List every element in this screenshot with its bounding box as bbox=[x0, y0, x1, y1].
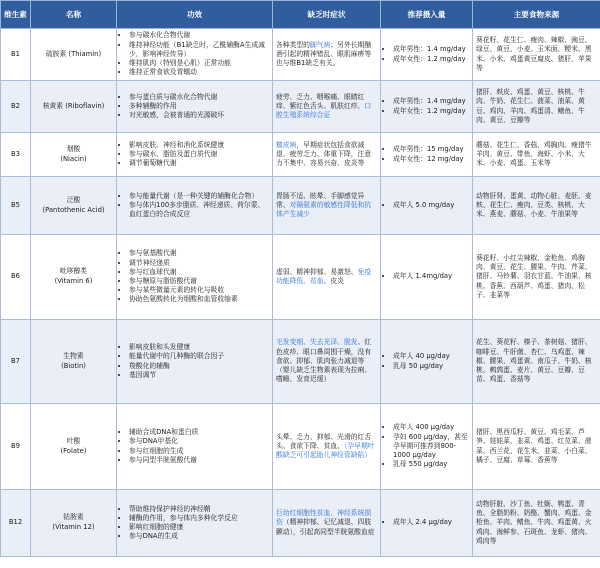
vitamin-name-cell bbox=[31, 320, 117, 404]
food-source-cell: 动物肝肾、蛋黄、动物心脏、麦胚、麦麸、花生仁、瘦肉、豆类、核桃、大米、燕麦、蘑菇、小麦、牛油果等 bbox=[473, 177, 600, 235]
function-item: • 辅助合成DNA和蛋白质 bbox=[129, 428, 269, 437]
intake-item: • 孕妇 600 μg/day，甚至孕早期可推荐到800-1000 μg/day bbox=[393, 433, 469, 461]
function-item: • 参与DNA的生成 bbox=[129, 532, 269, 541]
function-cell bbox=[117, 29, 273, 81]
function-item: • 参与红血球代谢 bbox=[129, 268, 269, 277]
function-item: • 对光敏感，会被普通的光源破坏 bbox=[129, 111, 269, 120]
function-item: • 参与碳水、脂肪及蛋白质代谢 bbox=[129, 150, 269, 159]
table-row bbox=[1, 320, 600, 404]
function-item: • 调节葡萄糖代谢 bbox=[129, 159, 269, 168]
vitamin-name-en: (Pantothenic Acid) bbox=[42, 205, 105, 214]
function-list bbox=[120, 249, 269, 304]
function-cell bbox=[117, 320, 273, 404]
vitamin-code: B7 bbox=[1, 320, 31, 404]
function-cell bbox=[117, 235, 273, 320]
function-item: • 辅酶的作用，参与体内多种化学反应 bbox=[129, 514, 269, 523]
vitamin-code: B3 bbox=[1, 133, 31, 177]
intake-item: • 成年男性：1.4 mg/day bbox=[393, 97, 469, 106]
function-list bbox=[120, 192, 269, 220]
intake-item: • 成年人 5.0 mg/day bbox=[393, 201, 469, 210]
symptom-pre: 疲劳、乏力、咽喉痛、眼睛红痒、紫红色舌头、肌肤红疹、 bbox=[276, 92, 365, 110]
header-symptoms: 缺乏时症状 bbox=[273, 1, 381, 29]
symptom-cell bbox=[273, 404, 381, 490]
table-row bbox=[1, 235, 600, 320]
header-function: 功效 bbox=[117, 1, 273, 29]
intake-item: • 成年人 40 μg/day bbox=[393, 352, 469, 361]
symptom-text bbox=[276, 338, 371, 383]
symptom-highlight: 免疫功能降低、贫血 bbox=[276, 267, 372, 285]
food-source-cell: 葵花籽、花生仁、瘦肉、辣椒、豌豆、绿豆、黄豆、小麦、玉米面、粳米、黑米、小米、鸡蛋黄豆腐皮、猪肝、苹果等 bbox=[473, 29, 600, 81]
symptom-pre: 头晕、乏力、抑郁、光滑的红舌头、食欲下降、贫血、 bbox=[276, 432, 372, 450]
intake-item: • 成年女性：1.2 mg/day bbox=[393, 107, 469, 116]
vitamin-name-cell bbox=[31, 177, 117, 235]
intake-list bbox=[384, 518, 469, 527]
symptom-text bbox=[276, 268, 371, 285]
intake-cell bbox=[381, 29, 473, 81]
header-name: 名称 bbox=[31, 1, 117, 29]
symptom-post: （精神抑郁、记忆减退、四肢颤动），引起高同型半胱氨酸血症 bbox=[276, 518, 375, 536]
intake-cell bbox=[381, 490, 473, 557]
intake-item: • 乳母 50 μg/day bbox=[393, 362, 469, 371]
symptom-pre: 虚弱、精神抑郁、易激怒、 bbox=[276, 267, 358, 276]
intake-list bbox=[384, 97, 469, 115]
symptom-cell bbox=[273, 29, 381, 81]
symptom-cell bbox=[273, 320, 381, 404]
vitamin-name-cell bbox=[31, 81, 117, 133]
function-item: • 能量代谢中的几种酶的联合因子 bbox=[129, 352, 269, 361]
symptom-pre: 各种类型的 bbox=[276, 40, 310, 49]
symptom-text bbox=[276, 192, 371, 218]
function-list bbox=[120, 343, 269, 380]
intake-list bbox=[384, 352, 469, 370]
food-source-cell: 花生、葵花籽、榛子、茶树菇、猪肝、咖啡豆、牛肝菌、杏仁、乌鸡蛋、辣椒、腰果、鸡蛋黄、南瓜子、牛奶、核桃、鹌鹑蛋、麦片、黄豆、豆瓣、豆苗、鸡蛋、香菇等 bbox=[473, 320, 600, 404]
symptom-text bbox=[276, 141, 371, 167]
table-row bbox=[1, 81, 600, 133]
function-cell bbox=[117, 490, 273, 557]
vitamin-name-en: (Folate) bbox=[60, 446, 87, 455]
vitamin-code: B9 bbox=[1, 404, 31, 490]
function-item: • 影响皮肤、神经和消化系统健康 bbox=[129, 141, 269, 150]
symptom-pre: 胃肠不适、眩晕、手脚感觉异常、 bbox=[276, 191, 365, 209]
function-list bbox=[120, 93, 269, 121]
vitamin-name-cn: 泛酸 bbox=[66, 195, 81, 204]
symptom-post: 、红色皮疹、眼口鼻周围干燥，没有食欲、抑郁、肌肉张力减退等（婴儿缺乏生物素表现为拉痢、嗜睡、发育迟缓） bbox=[276, 338, 372, 384]
function-list bbox=[120, 505, 269, 542]
intake-cell bbox=[381, 404, 473, 490]
symptom-cell bbox=[273, 81, 381, 133]
function-item: • 参与某些微量元素的转化与吸收 bbox=[129, 286, 269, 295]
intake-item: • 成年人 1.4mg/day bbox=[393, 272, 469, 281]
function-cell bbox=[117, 177, 273, 235]
vitamin-code: B2 bbox=[1, 81, 31, 133]
symptom-post: ；另外长期酗酒引起的精神错乱、眼肌麻痹等也与维B1缺乏有关。 bbox=[276, 40, 372, 68]
function-list bbox=[120, 31, 269, 77]
symptom-cell bbox=[273, 235, 381, 320]
intake-cell bbox=[381, 81, 473, 133]
vitamin-name-cn: 烟酸 bbox=[66, 144, 81, 153]
function-item: • 参与蛋白质与碳水化合物代谢 bbox=[129, 93, 269, 102]
function-item: • 参与同型半胱氨酸代谢 bbox=[129, 456, 269, 465]
vitamin-code: B6 bbox=[1, 235, 31, 320]
symptom-cell bbox=[273, 133, 381, 177]
vitamin-name-cell bbox=[31, 29, 117, 81]
symptom-text bbox=[276, 433, 375, 459]
intake-cell bbox=[381, 133, 473, 177]
intake-list bbox=[384, 423, 469, 469]
vitamin-code: B12 bbox=[1, 490, 31, 557]
vitamin-name-cn: 叶酸 bbox=[66, 436, 81, 445]
function-item: • 影响皮肤和头发健康 bbox=[129, 343, 269, 352]
function-item: • 参与氨基酸代谢 bbox=[129, 249, 269, 258]
vitamin-name-en: (Biotin) bbox=[61, 361, 86, 370]
function-item: • 参与DNA甲基化 bbox=[129, 437, 269, 446]
vitamin-name-cn: 硫胺素 (Thiamin) bbox=[45, 49, 102, 58]
symptom-post: 、皮炎 bbox=[323, 277, 344, 285]
vitamin-name-en: (Vitamin 12) bbox=[52, 523, 95, 531]
intake-item: • 成年人 400 μg/day bbox=[393, 423, 469, 432]
function-item: • 维持神经功能（B1缺乏时，乙酰辅酶A生成减少，影响神经传导） bbox=[129, 41, 269, 59]
table-row bbox=[1, 177, 600, 235]
symptom-cell bbox=[273, 490, 381, 557]
symptom-highlight: 巨幼红细胞性贫血、神经系统损伤 bbox=[276, 509, 372, 527]
intake-cell bbox=[381, 320, 473, 404]
food-source-cell: 蘑菇、花生仁、香菇、鸡胸肉、瘦猪牛羊肉、黄豆、带鱼、海虾、小米、大米、小麦、鸡蛋、玉米等 bbox=[473, 133, 600, 177]
function-item: • 维持正常食欲及胃蠕动 bbox=[129, 68, 269, 77]
vitamin-name-cell bbox=[31, 133, 117, 177]
food-source-cell: 动物肝脏、沙丁鱼、牡蛎、鸭蛋、青鱼、全脂奶粉、奶酪、蟹肉、鸡蛋、金枪鱼、羊肉、鲭鱼、牛肉、鸡蛋黄、火鸡肉、海鲜参、石斑鱼、龙虾、猪肉、鸡肉等 bbox=[473, 490, 600, 557]
header-sources: 主要食物来源 bbox=[473, 1, 600, 29]
symptom-highlight: 脚气病 bbox=[309, 40, 331, 49]
symptom-text bbox=[276, 93, 371, 119]
header-row bbox=[1, 1, 600, 29]
table-row bbox=[1, 133, 600, 177]
food-source-cell: 猪肝、黑西瓜籽、黄豆、鸡毛菜、芦笋、娃娃菜、韭菜、鸡蛋、红苋菜、菠菜、西兰花、花生米、韭菜、小白菜、橘子、豆腐、草莓、香蕉等 bbox=[473, 404, 600, 490]
table-row bbox=[1, 29, 600, 81]
function-list bbox=[120, 428, 269, 465]
intake-item: • 成年女性：1.2 mg/day bbox=[393, 55, 469, 64]
vitamin-name-cn: 核黄素 (Riboflavin) bbox=[42, 101, 105, 110]
intake-item: • 成年男性：1.4 mg/day bbox=[393, 45, 469, 54]
vitamin-name-cell bbox=[31, 235, 117, 320]
intake-cell bbox=[381, 235, 473, 320]
function-item: • 帮助维持保护神经的神经鞘 bbox=[129, 505, 269, 514]
symptom-highlight: 口腔生殖系统综合征 bbox=[276, 101, 372, 120]
intake-item: • 成年男性：15 mg/day bbox=[393, 145, 469, 154]
vitamin-name-cn: 吡哆醇类 bbox=[59, 267, 88, 276]
function-item: • 影响红细胞的健康 bbox=[129, 523, 269, 532]
symptom-cell bbox=[273, 177, 381, 235]
table-row bbox=[1, 490, 600, 557]
intake-item: • 成年人 2.4 μg/day bbox=[393, 518, 469, 527]
function-item: • 参与红细胞的生成 bbox=[129, 447, 269, 456]
vitamin-name-cn: 生物素 bbox=[63, 351, 84, 360]
vitamin-code: B5 bbox=[1, 177, 31, 235]
intake-list bbox=[384, 145, 469, 163]
function-item: • 参与碳水化合物代谢 bbox=[129, 31, 269, 40]
symptom-text bbox=[276, 41, 371, 67]
table-row bbox=[1, 404, 600, 490]
vitamin-name-cell bbox=[31, 404, 117, 490]
symptom-text bbox=[276, 509, 375, 535]
function-cell bbox=[117, 133, 273, 177]
function-item: • 参与能量代谢（是一种关键的辅酶化合物） bbox=[129, 192, 269, 201]
function-item: • 多种辅酶的作用 bbox=[129, 102, 269, 111]
intake-item: • 乳母 550 μg/day bbox=[393, 460, 469, 469]
function-item: • 协助色氨酸转化为烟酸和血管收缩素 bbox=[129, 295, 269, 304]
function-cell bbox=[117, 81, 273, 133]
header-intake: 推荐摄入量 bbox=[381, 1, 473, 29]
food-source-cell: 猪肝、麸皮、鸡蛋、黄豆、核桃、牛肉、牛奶、花生仁、菠菜、油菜、黄豆、鸡肉、羊肉、鸡蛋清、鳝鱼、牛肉、黄豆、豆瓣等 bbox=[473, 81, 600, 133]
function-item: • 调节神经递质 bbox=[129, 259, 269, 268]
intake-list bbox=[384, 272, 469, 281]
vitamin-name-en: (Vitamin 6) bbox=[54, 277, 93, 285]
function-cell bbox=[117, 404, 273, 490]
symptom-highlight: （孕早期叶酸缺乏可引起胎儿神经管缺陷） bbox=[276, 441, 375, 460]
symptom-post: ，早期症状包括食欲减退、疲劳乏力、体重下降，注意力不集中、容易兴奋、皮炎等 bbox=[276, 140, 372, 168]
function-list bbox=[120, 141, 269, 169]
vitamin-code: B1 bbox=[1, 29, 31, 81]
header-vitamin: 维生素 bbox=[1, 1, 31, 29]
function-item: • 参与体内100多步脂质、神经递质、荷尔蒙、血红蛋白的合成反应 bbox=[129, 201, 269, 219]
vitamin-name-cn: 钴胺素 bbox=[63, 513, 84, 522]
intake-cell bbox=[381, 177, 473, 235]
function-item: • 基因调节 bbox=[129, 371, 269, 380]
vitamin-name-cell bbox=[31, 490, 117, 557]
function-item: • 维持肌肉（特别是心肌）正常功能 bbox=[129, 59, 269, 68]
intake-list bbox=[384, 201, 469, 210]
food-source-cell: 葵花籽、小红尖辣椒、金枪鱼、鸡胸肉、黄豆、花生、腰果、牛肉、芹菜、猪肝、马铃薯、羽衣甘蓝、牛油果、核桃、香蕉、西葫芦、鸡蛋、猪肉、松子、韭菜等 bbox=[473, 235, 600, 320]
symptom-highlight: 糙皮病 bbox=[276, 140, 297, 149]
function-item: • 羧酸化的辅酶 bbox=[129, 362, 269, 371]
function-item: • 参与糖原与脂肪酸代谢 bbox=[129, 277, 269, 286]
intake-list bbox=[384, 45, 469, 63]
symptom-highlight: 对隔氨素的敏感性降低和抗体产生减少 bbox=[276, 200, 372, 219]
intake-item: • 成年女性：12 mg/day bbox=[393, 155, 469, 164]
vitamin-name-en: (Niacin) bbox=[60, 154, 87, 163]
symptom-highlight: 毛发变细、失去光泽、脱发 bbox=[276, 338, 358, 347]
